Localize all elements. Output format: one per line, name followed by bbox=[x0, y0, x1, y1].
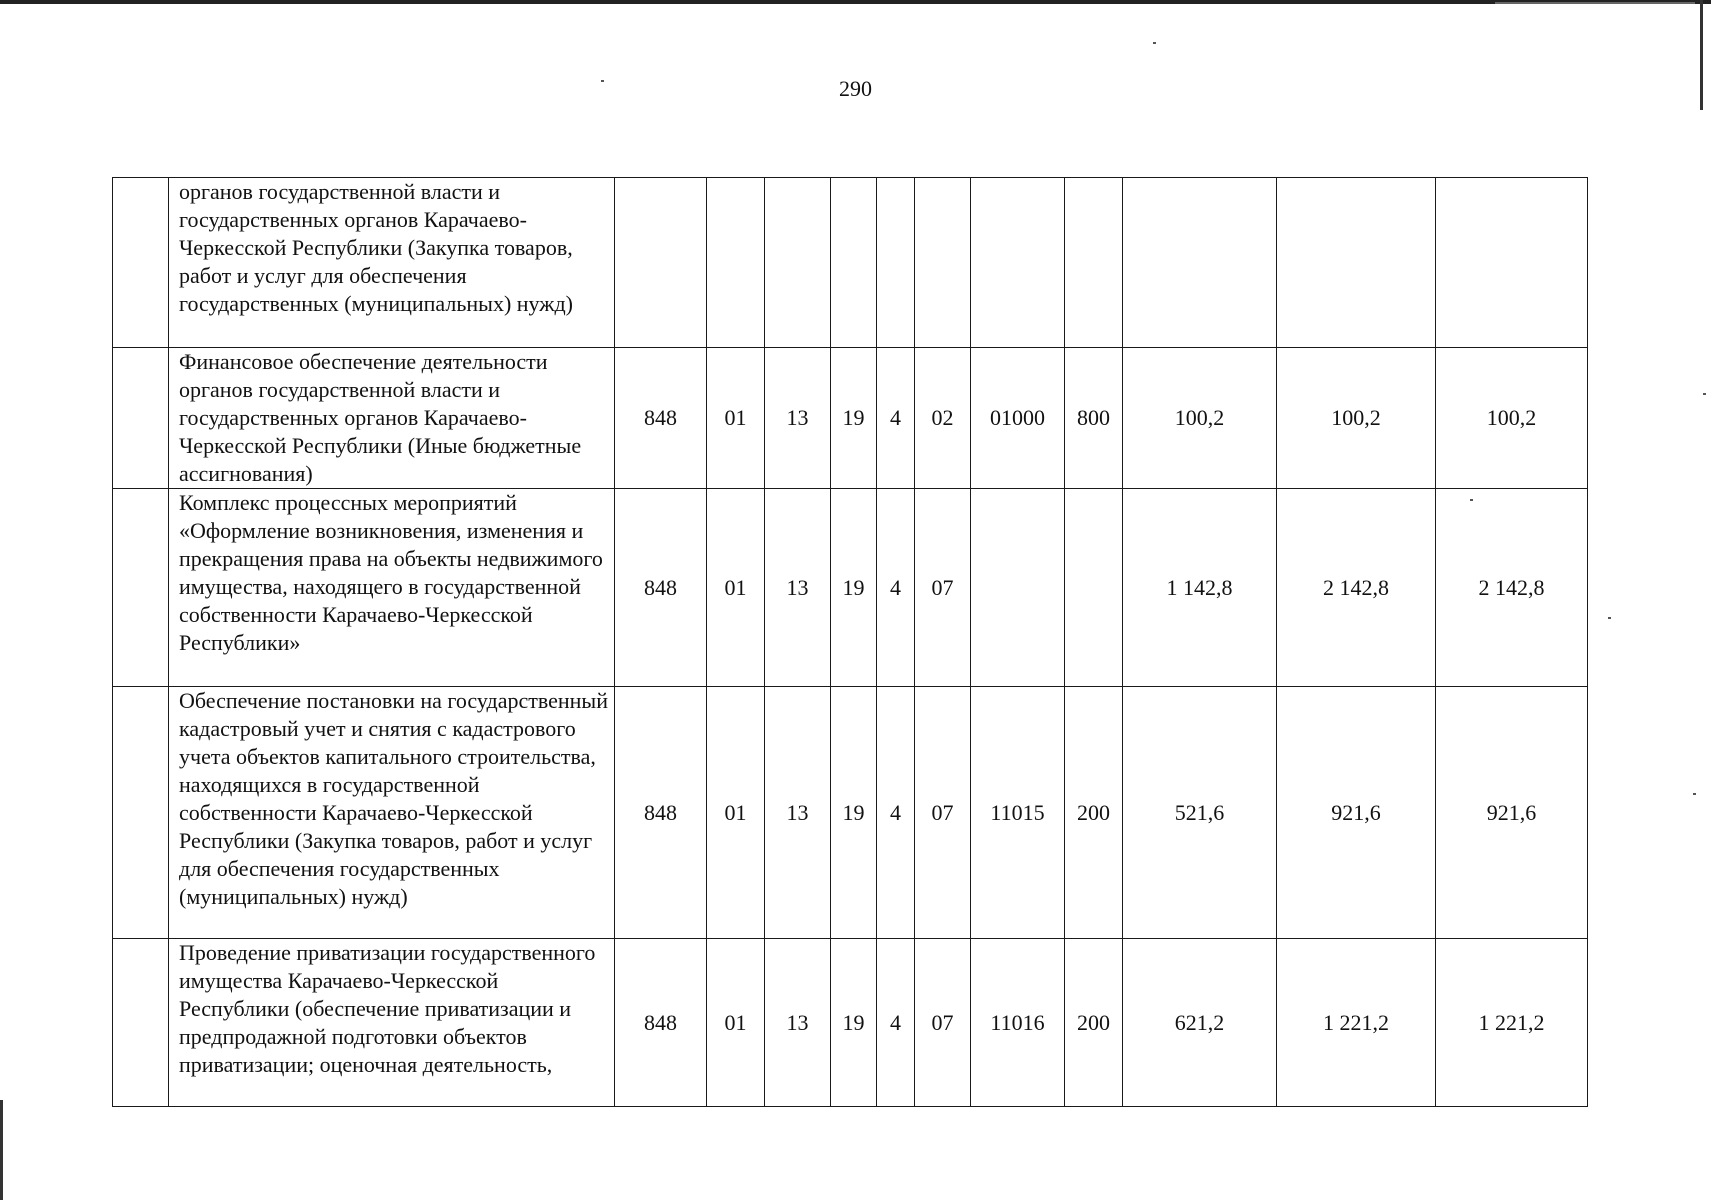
section-code-cell: 01 bbox=[707, 687, 765, 939]
type-code-cell: 4 bbox=[877, 348, 915, 489]
table-row bbox=[113, 939, 1588, 1107]
program-code-cell: 19 bbox=[831, 489, 877, 687]
row-number-cell bbox=[113, 178, 169, 348]
ministry-code-cell: 848 bbox=[615, 939, 707, 1107]
sum-year-3-cell bbox=[1436, 178, 1588, 348]
sum-year-2-cell bbox=[1277, 178, 1436, 348]
sum-year-2-cell: 921,6 bbox=[1277, 687, 1436, 939]
item-name-cell: Проведение приватизации государственного имущества Карачаево-Черкесской Республики (обеспечение приватизации и предпродажной подготовки объектов приватизации; оценочная деятельность, bbox=[169, 939, 615, 1107]
type-code-cell: 4 bbox=[877, 939, 915, 1107]
program-code-cell bbox=[831, 178, 877, 348]
direction-code-cell: 11015 bbox=[971, 687, 1065, 939]
program-code-cell: 19 bbox=[831, 687, 877, 939]
scan-speck bbox=[1608, 617, 1611, 619]
page-number: 290 bbox=[839, 76, 872, 101]
scan-speck bbox=[1703, 393, 1706, 395]
section-code-cell: 01 bbox=[707, 348, 765, 489]
item-name-cell: органов государственной власти и государственных органов Карачаево-Черкесской Республики (Закупка товаров, работ и услуг для обеспечения государственных (муниципальных) нужд) bbox=[169, 178, 615, 348]
section-code-cell: 01 bbox=[707, 939, 765, 1107]
table-row bbox=[113, 348, 1588, 489]
sum-year-2-cell: 100,2 bbox=[1277, 348, 1436, 489]
type-code-cell: 4 bbox=[877, 687, 915, 939]
direction-code-cell: 11016 bbox=[971, 939, 1065, 1107]
section-code-cell: 01 bbox=[707, 489, 765, 687]
scan-speck bbox=[1153, 42, 1156, 44]
program-code-cell: 19 bbox=[831, 939, 877, 1107]
program-code-cell: 19 bbox=[831, 348, 877, 489]
sum-year-1-cell: 1 142,8 bbox=[1123, 489, 1277, 687]
sum-year-3-cell: 1 221,2 bbox=[1436, 939, 1588, 1107]
sum-year-1-cell: 521,6 bbox=[1123, 687, 1277, 939]
row-number-cell bbox=[113, 939, 169, 1107]
complex-code-cell: 02 bbox=[915, 348, 971, 489]
sum-year-1-cell bbox=[1123, 178, 1277, 348]
expense-type-code-cell: 800 bbox=[1065, 348, 1123, 489]
row-number-cell bbox=[113, 348, 169, 489]
subsection-code-cell: 13 bbox=[765, 687, 831, 939]
expense-type-code-cell bbox=[1065, 178, 1123, 348]
complex-code-cell: 07 bbox=[915, 939, 971, 1107]
table-row bbox=[113, 489, 1588, 687]
ministry-code-cell: 848 bbox=[615, 348, 707, 489]
complex-code-cell: 07 bbox=[915, 489, 971, 687]
sum-year-1-cell: 621,2 bbox=[1123, 939, 1277, 1107]
budget-table bbox=[112, 177, 1588, 1107]
ministry-code-cell: 848 bbox=[615, 687, 707, 939]
expense-type-code-cell: 200 bbox=[1065, 939, 1123, 1107]
scan-speck bbox=[1693, 793, 1696, 795]
row-number-cell bbox=[113, 687, 169, 939]
item-name-cell: Финансовое обеспечение деятельности органов государственной власти и государственных органов Карачаево-Черкесской Республики (Иные бюджетные ассигнования) bbox=[169, 348, 615, 489]
ministry-code-cell: 848 bbox=[615, 489, 707, 687]
scan-border-top bbox=[0, 0, 1711, 4]
direction-code-cell bbox=[971, 489, 1065, 687]
direction-code-cell bbox=[971, 178, 1065, 348]
sum-year-2-cell: 2 142,8 bbox=[1277, 489, 1436, 687]
expense-type-code-cell: 200 bbox=[1065, 687, 1123, 939]
ministry-code-cell bbox=[615, 178, 707, 348]
item-name-cell: Комплекс процессных мероприятий «Оформление возникновения, изменения и прекращения права на объекты недвижимого имущества, находящего в государственной собственности Карачаево-Черкесской Республики» bbox=[169, 489, 615, 687]
item-name-cell: Обеспечение постановки на государственный кадастровый учет и снятия с кадастрового учета объектов капитального строительства, находящихся в государственной собственности Карачаево-Черкесской Республики (Закупка товаров, работ и услуг для обеспечения государственных (муниципальных) нужд) bbox=[169, 687, 615, 939]
scan-border-top-faint bbox=[1495, 2, 1695, 4]
subsection-code-cell: 13 bbox=[765, 348, 831, 489]
expense-type-code-cell bbox=[1065, 489, 1123, 687]
table-row bbox=[113, 687, 1588, 939]
row-number-cell bbox=[113, 489, 169, 687]
subsection-code-cell bbox=[765, 178, 831, 348]
sum-year-1-cell: 100,2 bbox=[1123, 348, 1277, 489]
sum-year-2-cell: 1 221,2 bbox=[1277, 939, 1436, 1107]
direction-code-cell: 01000 bbox=[971, 348, 1065, 489]
complex-code-cell: 07 bbox=[915, 687, 971, 939]
scan-border-left bbox=[0, 1100, 3, 1200]
type-code-cell: 4 bbox=[877, 489, 915, 687]
sum-year-3-cell: 2 142,8 bbox=[1436, 489, 1588, 687]
table-row bbox=[113, 178, 1588, 348]
type-code-cell bbox=[877, 178, 915, 348]
sum-year-3-cell: 100,2 bbox=[1436, 348, 1588, 489]
subsection-code-cell: 13 bbox=[765, 939, 831, 1107]
section-code-cell bbox=[707, 178, 765, 348]
sum-year-3-cell: 921,6 bbox=[1436, 687, 1588, 939]
subsection-code-cell: 13 bbox=[765, 489, 831, 687]
complex-code-cell bbox=[915, 178, 971, 348]
